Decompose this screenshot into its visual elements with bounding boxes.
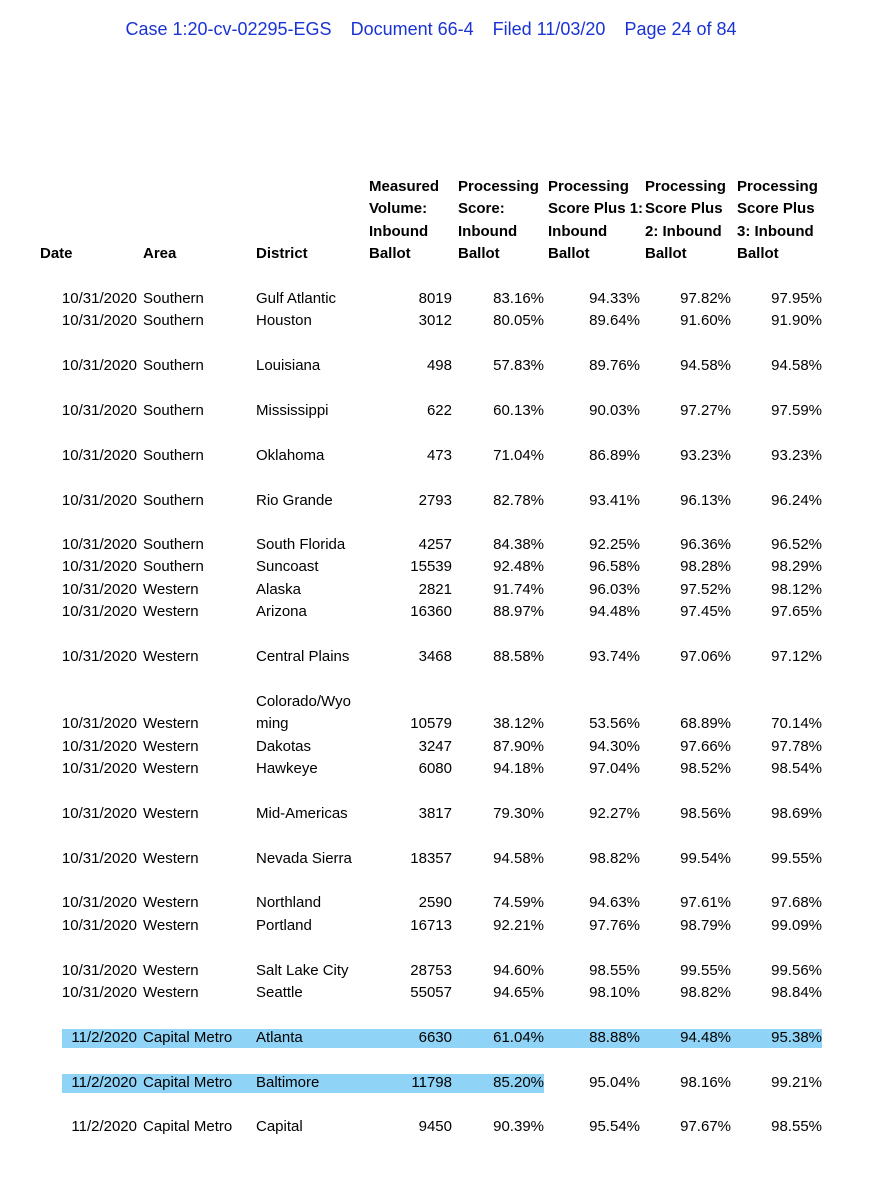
cell-score-plus-2: 98.52% [680,760,731,777]
cell-score-plus-1: 98.10% [589,984,640,1001]
cell-area: Capital Metro [143,1074,233,1091]
cell-score-plus-2: 99.55% [680,962,731,979]
cell-area: Southern [143,290,204,307]
column-header-6-line-0: Processing [645,177,726,195]
cell-area: Southern [143,402,204,419]
cell-measured-volume: 18357 [410,850,452,867]
cell-score-plus-3: 98.69% [771,805,822,822]
cell-score-plus-2: 97.67% [680,1118,731,1135]
cell-area: Southern [143,492,204,509]
cell-date: 10/31/2020 [61,290,137,307]
cell-score-plus-1: 90.03% [589,402,640,419]
cell-score-plus-3: 96.24% [771,492,822,509]
column-header-5-line-3: Ballot [548,245,590,262]
cell-processing-score: 91.74% [493,581,544,598]
cell-measured-volume: 16713 [410,917,452,934]
cell-score-plus-1: 98.82% [589,850,640,867]
cell-score-plus-2: 98.82% [680,984,731,1001]
cell-date: 10/31/2020 [61,536,137,553]
cell-score-plus-3: 99.56% [771,962,822,979]
case-number: Case 1:20-cv-02295-EGS [125,19,332,39]
cell-date: 10/31/2020 [61,603,137,620]
cell-measured-volume: 3817 [418,805,452,822]
cell-score-plus-1: 94.63% [589,894,640,911]
cell-area: Western [143,760,199,777]
cell-processing-score: 84.38% [493,536,544,553]
cell-score-plus-3: 97.78% [771,738,822,755]
cell-district: Central Plains [256,648,350,665]
cell-score-plus-3: 98.84% [771,984,822,1001]
cell-measured-volume: 3012 [418,312,452,329]
cell-district: Baltimore [256,1074,320,1091]
cell-score-plus-1: 88.88% [589,1029,640,1046]
cell-score-plus-2: 97.52% [680,581,731,598]
column-header-2-line-0: District [256,245,308,262]
cell-processing-score: 61.04% [493,1029,544,1046]
cell-score-plus-1: 97.76% [589,917,640,934]
cell-measured-volume: 3247 [418,738,452,755]
cell-score-plus-2: 97.06% [680,648,731,665]
cell-score-plus-1: 96.58% [589,558,640,575]
cell-district: Mississippi [256,402,329,419]
cell-district: Portland [256,917,312,934]
cell-date: 10/31/2020 [61,581,137,598]
cell-score-plus-1: 86.89% [589,447,640,464]
cell-area: Southern [143,536,204,553]
cell-district: Houston [256,312,312,329]
cell-score-plus-3: 98.12% [771,581,822,598]
cell-area: Capital Metro [143,1029,233,1046]
cell-score-plus-3: 93.23% [771,447,822,464]
cell-processing-score: 94.18% [493,760,544,777]
cell-measured-volume: 2793 [418,492,452,509]
cell-date: 10/31/2020 [61,558,137,575]
cell-date: 11/2/2020 [71,1074,137,1091]
cell-score-plus-1: 94.33% [589,290,640,307]
cell-date: 10/31/2020 [61,357,137,374]
cell-score-plus-2: 98.79% [680,917,731,934]
cell-district: Oklahoma [256,447,325,464]
column-header-3-line-0: Measured [369,177,440,195]
cell-date: 10/31/2020 [61,760,137,777]
cell-score-plus-2: 96.13% [680,492,731,509]
cell-district: Colorado/Wyo [256,692,351,710]
cell-score-plus-3: 70.14% [771,715,822,732]
cell-score-plus-3: 95.38% [771,1029,822,1046]
cell-score-plus-2: 94.58% [680,357,731,374]
cell-processing-score: 80.05% [493,312,544,329]
cell-processing-score: 79.30% [493,805,544,822]
cell-measured-volume: 15539 [410,558,452,575]
cell-date: 10/31/2020 [61,648,137,665]
cell-date: 11/2/2020 [71,1118,137,1135]
cell-score-plus-1: 53.56% [589,715,640,732]
cell-measured-volume: 473 [426,447,452,464]
cell-score-plus-2: 98.56% [680,805,731,822]
cell-processing-score: 94.60% [493,962,544,979]
column-header-0-line-0: Date [40,245,73,262]
cell-district: Gulf Atlantic [256,290,337,307]
cell-date: 10/31/2020 [61,984,137,1001]
cell-processing-score: 38.12% [493,715,544,732]
column-header-7-line-2: 3: Inbound [737,222,814,240]
cell-measured-volume: 8019 [418,290,452,307]
cell-score-plus-3: 94.58% [771,357,822,374]
cell-district: Dakotas [256,738,312,755]
cell-processing-score: 90.39% [493,1118,544,1135]
cell-score-plus-3: 99.21% [771,1074,822,1091]
cell-processing-score: 83.16% [493,290,544,307]
cell-score-plus-2: 96.36% [680,536,731,553]
cell-score-plus-2: 97.61% [680,894,731,911]
cell-score-plus-1: 94.48% [589,603,640,620]
cell-district: ming [256,715,289,732]
column-header-7-line-1: Score Plus [737,200,815,217]
cell-score-plus-3: 91.90% [771,312,822,329]
cell-score-plus-3: 97.12% [771,648,822,665]
cell-score-plus-2: 68.89% [680,715,731,732]
cell-date: 10/31/2020 [61,312,137,329]
cell-processing-score: 94.65% [493,984,544,1001]
cell-date: 11/2/2020 [71,1029,137,1046]
cell-measured-volume: 16360 [410,603,452,620]
column-header-3-line-1: Volume: [369,200,428,217]
cell-score-plus-3: 98.54% [771,760,822,777]
cell-score-plus-3: 99.09% [771,917,822,934]
cell-date: 10/31/2020 [61,715,137,732]
cell-processing-score: 82.78% [493,492,544,509]
column-header-3-line-2: Inbound [369,222,429,240]
cell-district: Arizona [256,603,307,620]
cell-district: Salt Lake City [256,962,349,979]
cell-score-plus-1: 93.74% [589,648,640,665]
cell-score-plus-2: 91.60% [680,312,731,329]
cell-date: 10/31/2020 [61,962,137,979]
cell-area: Western [143,962,199,979]
cell-score-plus-3: 99.55% [771,850,822,867]
column-header-5-line-2: Inbound [548,222,608,240]
cell-processing-score: 60.13% [493,402,544,419]
cell-score-plus-2: 97.66% [680,738,731,755]
cell-processing-score: 85.20% [493,1074,544,1091]
filed-date: Filed 11/03/20 [492,19,606,39]
cell-area: Western [143,581,199,598]
cell-score-plus-3: 97.68% [771,894,822,911]
cell-score-plus-3: 98.55% [771,1118,822,1135]
cell-measured-volume: 6080 [418,760,452,777]
column-header-3-line-3: Ballot [369,245,411,262]
cell-district: Alaska [256,581,302,598]
cell-date: 10/31/2020 [61,917,137,934]
cell-score-plus-3: 96.52% [771,536,822,553]
column-header-1-line-0: Area [143,245,177,262]
cell-district: Mid-Americas [256,805,348,822]
cell-score-plus-1: 92.27% [589,805,640,822]
cell-processing-score: 92.21% [493,917,544,934]
cell-measured-volume: 10579 [410,715,452,732]
cell-area: Southern [143,357,204,374]
cell-date: 10/31/2020 [61,402,137,419]
cell-measured-volume: 2821 [418,581,452,598]
cell-measured-volume: 6630 [418,1029,452,1046]
cell-score-plus-1: 89.76% [589,357,640,374]
cell-date: 10/31/2020 [61,850,137,867]
cell-district: Rio Grande [256,492,333,509]
cell-date: 10/31/2020 [61,447,137,464]
cell-score-plus-1: 96.03% [589,581,640,598]
cell-processing-score: 57.83% [493,357,544,374]
cell-score-plus-1: 97.04% [589,760,640,777]
document-number: Document 66-4 [350,19,474,39]
cell-score-plus-3: 98.29% [771,558,822,575]
cell-district: Capital [256,1118,303,1135]
cell-measured-volume: 3468 [418,648,452,665]
cell-area: Southern [143,312,204,329]
cell-area: Western [143,715,199,732]
cell-area: Capital Metro [143,1118,233,1135]
cell-area: Southern [143,447,204,464]
cell-score-plus-3: 97.59% [771,402,822,419]
cell-district: Louisiana [256,357,321,374]
cell-measured-volume: 9450 [418,1118,452,1135]
cell-score-plus-2: 98.16% [680,1074,731,1091]
cell-score-plus-1: 92.25% [589,536,640,553]
cell-district: Atlanta [256,1029,303,1046]
cell-processing-score: 87.90% [493,738,544,755]
cell-measured-volume: 11798 [411,1074,452,1091]
cell-score-plus-1: 94.30% [589,738,640,755]
cell-district: Suncoast [256,558,319,575]
column-header-5-line-0: Processing [548,177,629,195]
cell-score-plus-2: 99.54% [680,850,731,867]
cell-score-plus-3: 97.95% [771,290,822,307]
column-header-4-line-2: Inbound [458,222,518,240]
cell-processing-score: 92.48% [493,558,544,575]
cell-processing-score: 88.97% [493,603,544,620]
cell-area: Western [143,805,199,822]
cell-processing-score: 74.59% [493,894,544,911]
cell-area: Western [143,850,199,867]
cell-area: Western [143,894,199,911]
column-header-4-line-3: Ballot [458,245,500,262]
cell-score-plus-1: 98.55% [589,962,640,979]
cell-date: 10/31/2020 [61,894,137,911]
cell-score-plus-2: 97.82% [680,290,731,307]
cell-measured-volume: 28753 [410,962,452,979]
cell-measured-volume: 498 [426,357,452,374]
cell-score-plus-1: 93.41% [589,492,640,509]
cell-processing-score: 88.58% [493,648,544,665]
cell-score-plus-3: 97.65% [771,603,822,620]
cell-district: Northland [256,894,322,911]
cell-score-plus-1: 89.64% [589,312,640,329]
cell-area: Western [143,917,199,934]
cell-measured-volume: 4257 [418,536,452,553]
column-header-4-line-0: Processing [458,177,539,195]
column-header-4-line-1: Score: [458,200,505,217]
cell-score-plus-2: 93.23% [680,447,731,464]
cell-score-plus-1: 95.54% [589,1118,640,1135]
cell-measured-volume: 2590 [418,894,452,911]
cell-score-plus-2: 94.48% [680,1029,731,1046]
cell-processing-score: 71.04% [493,447,544,464]
cell-measured-volume: 622 [426,402,452,419]
column-header-6-line-2: 2: Inbound [645,222,722,240]
cell-score-plus-2: 97.45% [680,603,731,620]
cell-district: Hawkeye [256,760,318,777]
cell-score-plus-1: 95.04% [589,1074,640,1091]
column-header-6-line-3: Ballot [645,245,687,262]
cell-score-plus-2: 98.28% [680,558,731,575]
cell-date: 10/31/2020 [61,805,137,822]
page-number: Page 24 of 84 [624,19,737,39]
cell-area: Western [143,603,199,620]
cell-date: 10/31/2020 [61,738,137,755]
cell-processing-score: 94.58% [493,850,544,867]
cell-area: Southern [143,558,204,575]
cell-area: Western [143,648,199,665]
column-header-7-line-3: Ballot [737,245,779,262]
column-header-6-line-1: Score Plus [645,200,723,217]
cell-area: Western [143,984,199,1001]
cell-district: Seattle [256,984,303,1001]
cell-measured-volume: 55057 [410,984,452,1001]
cell-district: South Florida [256,536,346,553]
cell-district: Nevada Sierra [256,850,352,867]
column-header-7-line-0: Processing [737,177,818,195]
case-header [0,19,862,40]
cell-date: 10/31/2020 [61,492,137,509]
column-header-5-line-1: Score Plus 1: [548,200,644,217]
cell-area: Western [143,738,199,755]
cell-score-plus-2: 97.27% [680,402,731,419]
